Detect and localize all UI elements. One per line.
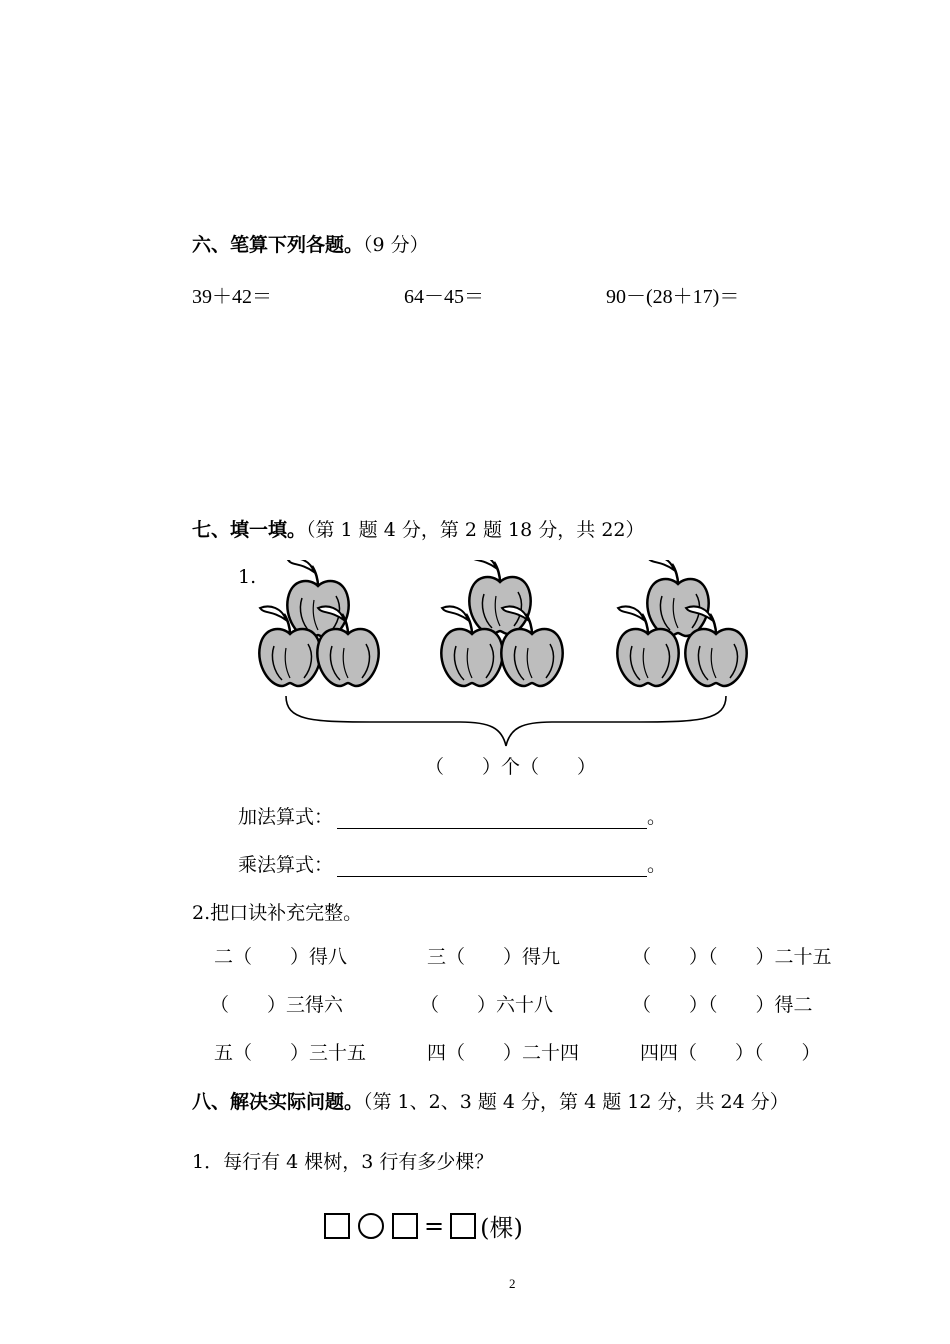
addition-label: 加法算式： [238,806,334,828]
multiplication-answer-blank[interactable] [337,856,647,877]
section-7-title: 七、填一填。 [192,519,307,541]
answer-box[interactable] [450,1213,476,1239]
addition-end-mark: 。 [647,806,667,828]
page-number: 2 [509,1276,516,1291]
addition-answer-blank[interactable] [337,808,647,829]
question-7-2-title: 2.把口诀补充完整。 [192,902,363,924]
section-8-score: （第 1、2、3 题 4 分，第 4 题 12 分，共 24 分） [363,1091,789,1113]
apple-icon [469,560,530,634]
apples-illustration [250,560,760,760]
section-8-title: 八、解决实际问题。 [192,1091,364,1113]
calc-problem-1: 39＋42＝ [192,286,272,308]
addition-line [238,802,666,829]
section-7-heading [192,515,645,542]
multiplication-label: 乘法算式： [238,854,334,876]
multiplication-line [238,850,666,877]
rhyme-item: 四四（ ）（ ） [640,1042,821,1064]
question-8-1: 1．每行有 4 棵树，3 行有多少棵？ [192,1151,494,1173]
equals-sign: = [424,1211,445,1240]
rhyme-item: 四（ ）二十四 [427,1042,580,1064]
rhyme-item: 三（ ）得九 [427,946,561,968]
apple-icon [287,560,348,638]
apple-group-1 [259,560,378,686]
rhyme-item: 五（ ）三十五 [214,1042,367,1064]
answer-formula [320,1208,523,1243]
apple-group-2 [441,560,562,686]
apple-group-3 [617,560,746,686]
section-8-heading [192,1087,789,1114]
rhyme-item: （ ）三得六 [210,994,344,1016]
answer-box[interactable] [324,1213,350,1239]
section-6-title: 六、笔算下列各题。 [192,234,364,256]
rhyme-item: 二（ ）得八 [214,946,348,968]
operator-circle[interactable] [358,1213,384,1239]
rhyme-item: （ ）六十八 [420,994,554,1016]
answer-box[interactable] [392,1213,418,1239]
calc-problem-2: 64－45＝ [404,286,484,308]
brace-label: （ ）个（ ） [425,756,597,778]
apple-icon [647,560,708,636]
section-6-heading [192,230,429,257]
calc-problem-3: 90－(28＋17)＝ [606,286,740,308]
rhyme-item: （ ）（ ）得二 [632,994,813,1016]
rhyme-item: （ ）（ ）二十五 [632,946,832,968]
section-7-score: （第 1 题 4 分，第 2 题 18 分，共 22） [306,519,645,541]
unit-label: (棵) [480,1214,523,1242]
section-6-score: （9 分） [363,234,429,256]
multiplication-end-mark: 。 [647,854,667,876]
question-7-1-number: 1. [238,566,257,588]
curly-brace [286,696,726,746]
